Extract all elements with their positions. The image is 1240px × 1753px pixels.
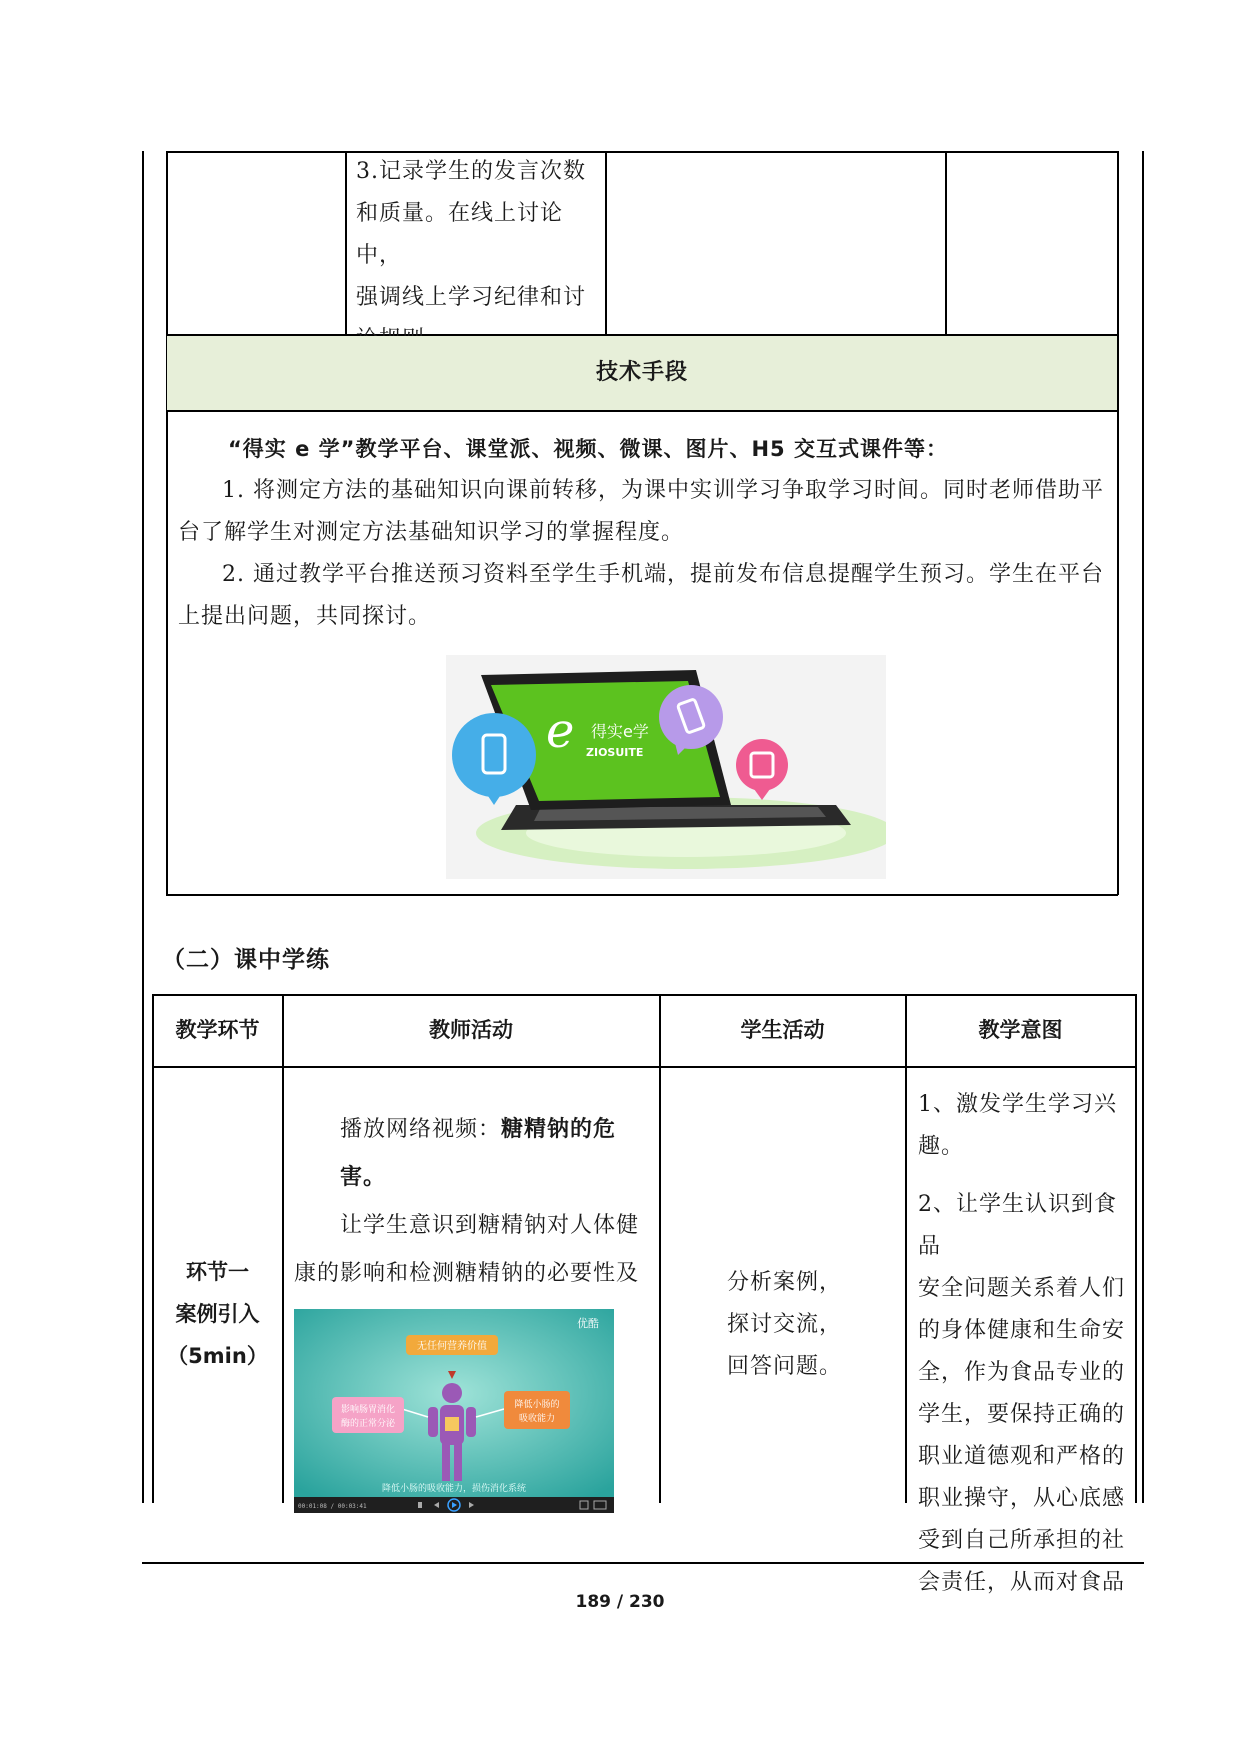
intent-line: 安全问题关系着人们 (918, 1276, 1126, 1301)
video-time: 00:01:08 / 00:03:41 (298, 1503, 367, 1510)
header-intent: 教学意图 (978, 1018, 1063, 1042)
student-line: 回答问题。 (727, 1354, 843, 1379)
svg-text:吸收能力: 吸收能力 (518, 1414, 556, 1424)
tech-item1-line1: 1. 将测定方法的基础知识向课前转移，为课中实训学习争取学习时间。同时老师借助平 (222, 478, 1104, 503)
student-cell (727, 1262, 897, 1388)
header-stage: 教学环节 (175, 1018, 260, 1042)
student-line: 探讨交流， (727, 1312, 843, 1337)
stage-line: （5min） (167, 1344, 268, 1368)
intent-line: 受到自己所承担的社 (918, 1528, 1126, 1553)
intent-line: 学生，要保持正确的 (918, 1402, 1126, 1427)
svg-text:e: e (546, 703, 575, 759)
stage-cell (153, 1251, 282, 1377)
stage-line: 环节一 (186, 1260, 249, 1284)
row1-text-cell (356, 151, 602, 361)
stop-icon (418, 1502, 422, 1508)
brand-en: ZIOSUITE (586, 746, 644, 759)
tech-header-title: 技术手段 (595, 360, 688, 385)
teacher-para2-line: 让学生意识到糖精钠对人体健 (340, 1213, 640, 1238)
tech-body (178, 428, 1118, 638)
intent-line: 职业道德观和严格的 (918, 1444, 1126, 1469)
intent-line: 职业操守，从心底感 (918, 1486, 1126, 1511)
tech-item1-line2: 台了解学生对测定方法基础知识学习的掌握程度。 (178, 520, 685, 545)
intent-cell (918, 1084, 1134, 1604)
brand-cn: 得实e学 (591, 722, 649, 741)
teacher-line1 (294, 1106, 656, 1202)
intent-line: 的身体健康和生命安 (918, 1318, 1126, 1343)
tech-item2-line2: 上提出问题，共同探讨。 (178, 604, 432, 629)
video-top-label: 无任何营养价值 (417, 1341, 487, 1352)
header-teacher: 教师活动 (429, 1018, 513, 1042)
header-student: 学生活动 (740, 1018, 825, 1042)
video-subtitle: 降低小肠的吸收能力，损伤消化系统 (381, 1484, 527, 1494)
video-left-label: 影响肠胃消化 (340, 1405, 396, 1415)
stage-line: 案例引入 (175, 1302, 260, 1326)
intent-line: 会责任，从而对食品 (918, 1570, 1126, 1595)
teacher-line1-prefix: 播放网络视频： (340, 1117, 502, 1142)
intent-line: 2、让学生认识到食品 (918, 1192, 1117, 1259)
student-line: 分析案例， (727, 1270, 843, 1295)
tech-item2-line1: 2. 通过教学平台推送预习资料至学生手机端，提前发布信息提醒学生预习。学生在平台 (222, 562, 1104, 587)
row1-line: 强调线上学习纪律和讨 (356, 285, 587, 310)
page-number: 189 / 230 (575, 1592, 665, 1612)
intent-line: 全，作为食品专业的 (918, 1360, 1126, 1385)
tablet-icon (736, 739, 788, 800)
platform-image (446, 655, 886, 879)
phone-icon (452, 713, 536, 805)
video-frame (294, 1309, 614, 1513)
section-title: （二）课中学练 (162, 947, 330, 973)
video-right-label: 降低小肠的 (514, 1400, 560, 1410)
row1-line: 3.记录学生的发言次数 (356, 159, 586, 184)
intent-line: 1、激发学生学习兴 (918, 1092, 1117, 1117)
intent-line: 趣。 (918, 1134, 965, 1159)
video-watermark: 优酷 (577, 1317, 599, 1330)
teacher-para2-line: 康的影响和检测糖精钠的必要性及 (294, 1261, 640, 1286)
tech-lead: “得实 e 学”教学平台、课堂派、视频、微课、图片、H5 交互式课件等： (228, 437, 948, 461)
teacher-line1-bold: 糖精钠的危害。 (340, 1117, 617, 1190)
row1-line: 和质量。在线上讨论中， (356, 201, 564, 268)
svg-text:酶的正常分泌: 酶的正常分泌 (340, 1419, 396, 1429)
